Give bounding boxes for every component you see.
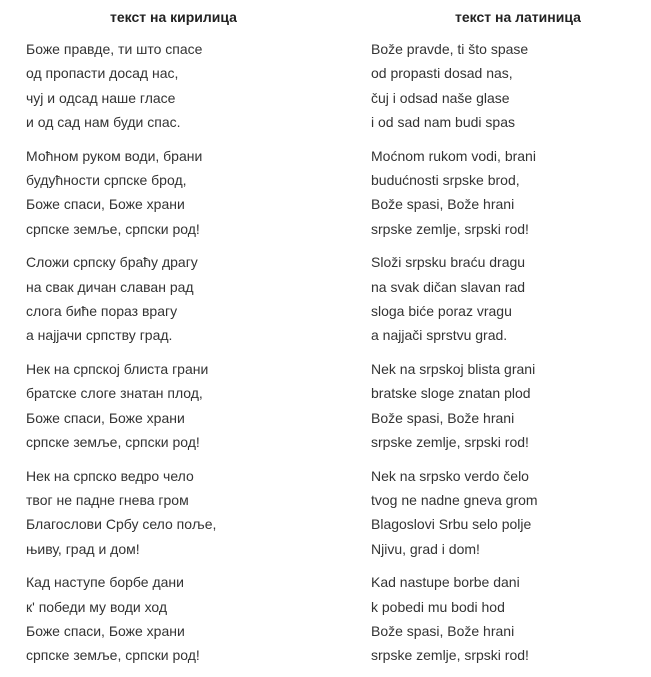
cyrillic-verse (26, 250, 326, 348)
latin-lyric-line: a najjači sprstvu grad. (371, 327, 508, 344)
latin-lyric-line: Bože spasi, Bože hrani (371, 196, 515, 213)
latin-lyric-line: Složi srpsku braću dragu (371, 254, 526, 271)
latin-lyric-line: Kad nastupe borbe dani (371, 574, 520, 591)
latin-lyric-line: Nek na srpskoj blista grani (371, 360, 536, 377)
cyrillic-lyric-line: братске слоге знатан плод, (26, 385, 203, 402)
latin-verse (371, 570, 641, 668)
cyrillic-verse (26, 570, 326, 668)
latin-lyric-line: srpske zemlje, srpski rod! (371, 647, 529, 664)
latin-lyric-line: Moćnom rukom vodi, brani (371, 147, 536, 164)
cyrillic-lyric-line: Кад наступе борбе дани (26, 574, 184, 591)
cyrillic-lyric-line: Боже спаси, Боже храни (26, 196, 185, 213)
cyrillic-lyric-line: слога биће пораз врагу (26, 303, 178, 320)
cyrillic-verse (26, 357, 326, 455)
cyrillic-lyric-line: Нек на српско ведро чело (26, 467, 194, 484)
latin-lyric-line: od propasti dosad nas, (371, 65, 513, 82)
cyrillic-verses (26, 37, 326, 668)
cyrillic-verse (26, 144, 326, 242)
latin-lyric-line: i od sad nam budi spas (371, 114, 515, 131)
latin-lyric-line: Bože spasi, Bože hrani (371, 622, 515, 639)
cyrillic-lyric-line: Сложи српску браћу драгу (26, 254, 198, 271)
cyrillic-lyric-line: твог не падне гнева гром (26, 491, 189, 508)
latin-lyric-line: Blagoslovi Srbu selo polje (371, 516, 532, 533)
latin-lyric-line: Njivu, grad i dom! (371, 540, 480, 557)
latin-lyric-line: Bože spasi, Bože hrani (371, 409, 515, 426)
cyrillic-lyric-line: а најјачи српству град. (26, 327, 173, 344)
cyrillic-lyric-line: од пропасти досад нас, (26, 65, 179, 82)
latin-verse (371, 464, 641, 562)
latin-lyric-line: srpske zemlje, srpski rod! (371, 220, 529, 237)
cyrillic-verse (26, 37, 326, 135)
latin-verse (371, 144, 641, 242)
latin-verse (371, 357, 641, 455)
latin-lyric-line: Nek na srpsko verdo čelo (371, 467, 529, 484)
cyrillic-lyric-line: Благослови Србу село поље, (26, 516, 217, 533)
cyrillic-lyric-line: и од сад нам буди спас. (26, 114, 181, 131)
cyrillic-lyric-line: будућности српске брод, (26, 172, 187, 189)
latin-lyric-line: tvog ne nadne gneva grom (371, 491, 538, 508)
cyrillic-lyric-line: њиву, град и дом! (26, 540, 140, 557)
cyrillic-lyric-line: на свак дичан славан рад (26, 278, 194, 295)
latin-column (371, 0, 641, 677)
latin-lyric-line: čuj i odsad naše glase (371, 89, 510, 106)
cyrillic-verse (26, 464, 326, 562)
cyrillic-lyric-line: Боже спаси, Боже храни (26, 409, 185, 426)
cyrillic-lyric-line: српске земље, српски род! (26, 434, 200, 451)
cyrillic-lyric-line: Боже спаси, Боже храни (26, 622, 185, 639)
latin-lyric-line: k pobedi mu bodi hod (371, 598, 505, 615)
cyrillic-lyric-line: српске земље, српски род! (26, 647, 200, 664)
cyrillic-lyric-line: српске земље, српски род! (26, 220, 200, 237)
cyrillic-lyric-line: Нек на српској блиста грани (26, 360, 209, 377)
cyrillic-lyric-line: к' победи му води ход (26, 598, 168, 615)
latin-heading: текст на латиница (455, 9, 581, 25)
latin-lyric-line: Bože pravde, ti što spase (371, 41, 529, 57)
cyrillic-lyric-line: Боже правде, ти што спасе (26, 41, 203, 57)
latin-verses (371, 37, 641, 668)
latin-lyric-line: na svak dičan slavan rad (371, 278, 526, 295)
cyrillic-lyric-line: чуј и одсад наше гласе (26, 89, 176, 106)
cyrillic-heading: текст на кирилица (110, 9, 237, 25)
latin-lyric-line: sloga biće poraz vragu (371, 303, 512, 320)
latin-lyric-line: budućnosti srpske brod, (371, 172, 520, 189)
latin-verse (371, 250, 641, 348)
latin-lyric-line: srpske zemlje, srpski rod! (371, 434, 529, 451)
latin-lyric-line: bratske sloge znatan plod (371, 385, 531, 402)
latin-verse (371, 37, 641, 135)
cyrillic-column (26, 0, 326, 677)
cyrillic-lyric-line: Моћном руком води, брани (26, 147, 203, 164)
